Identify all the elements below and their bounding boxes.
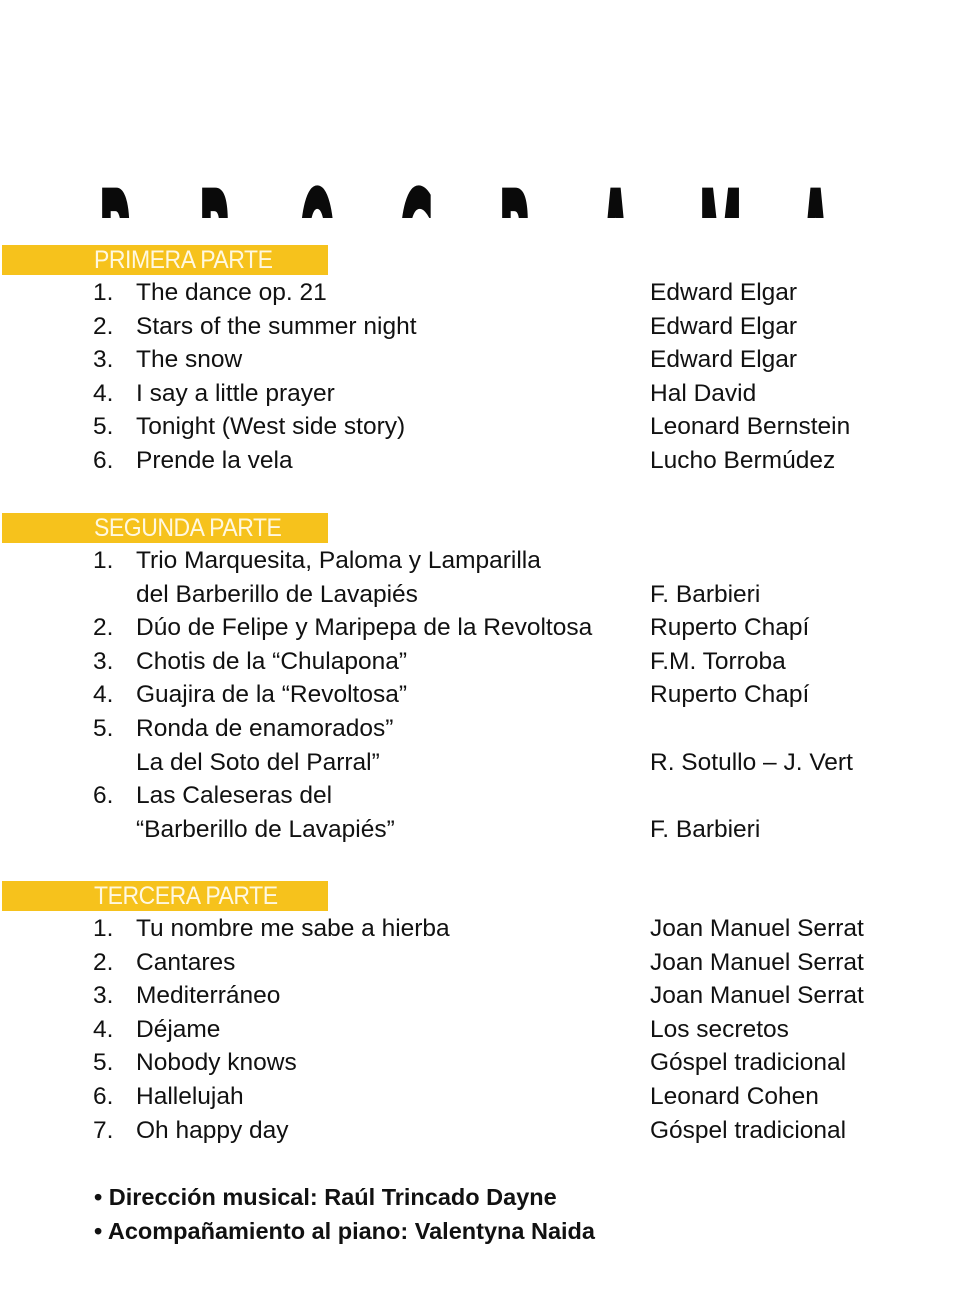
program-item [0, 645, 980, 678]
item-number: 1. [93, 279, 114, 306]
title-letter [498, 154, 533, 218]
item-number: 4. [93, 1015, 114, 1043]
song-title: Prende la vela [136, 447, 293, 474]
song-title: del Barberillo de Lavapiés [136, 580, 418, 608]
program-item [0, 377, 980, 410]
program-item [0, 1013, 980, 1046]
program-item [0, 544, 980, 577]
program-item [0, 979, 980, 1012]
composer: F. Barbieri [650, 815, 761, 843]
program-item [0, 578, 980, 611]
song-title: Trio Marquesita, Paloma y Lamparilla [136, 547, 541, 574]
title-letter [798, 154, 833, 218]
item-number: 4. [93, 379, 114, 407]
composer: Joan Manuel Serrat [650, 915, 864, 942]
item-number: 6. [93, 1083, 114, 1110]
composer: Los secretos [650, 1015, 789, 1043]
program-item [0, 410, 980, 443]
song-title: The dance op. 21 [136, 279, 327, 306]
section-heading-band [2, 245, 328, 275]
title-letter [298, 154, 337, 218]
item-number: 5. [93, 413, 114, 441]
title-letter [98, 154, 131, 218]
program-item [0, 310, 980, 343]
item-number: 3. [93, 982, 114, 1010]
program-item [0, 1080, 980, 1113]
song-title: “Barberillo de Lavapiés” [136, 815, 395, 843]
composer: R. Sotullo – J. Vert [650, 748, 853, 776]
program-item [0, 611, 980, 644]
item-number: 2. [93, 948, 114, 976]
song-title: I say a little prayer [136, 379, 335, 407]
composer: Ruperto Chapí [650, 614, 810, 642]
composer: Joan Manuel Serrat [650, 948, 864, 976]
song-title: Hallelujah [136, 1083, 244, 1110]
program-item [0, 343, 980, 376]
song-title: Guajira de la “Revoltosa” [136, 681, 407, 709]
composer: F. Barbieri [650, 580, 761, 608]
program-item [0, 779, 980, 812]
song-title: Dúo de Felipe y Maripepa de la Revoltosa [136, 614, 593, 642]
section-heading: SEGUNDA PARTE [94, 514, 282, 542]
title-letter [198, 154, 233, 218]
composer: Ruperto Chapí [650, 681, 810, 709]
composer: F.M. Torroba [650, 647, 786, 675]
item-number: 3. [93, 346, 114, 374]
composer: Edward Elgar [650, 312, 798, 340]
item-number: 5. [93, 1049, 114, 1077]
item-number: 7. [93, 1116, 114, 1144]
composer: Lucho Bermúdez [650, 447, 836, 474]
item-number: 4. [93, 681, 114, 709]
song-title: Cantares [136, 948, 236, 976]
composer: Leonard Cohen [650, 1083, 819, 1110]
title-letter [698, 154, 743, 218]
program-item [0, 712, 980, 745]
composer: Edward Elgar [650, 279, 798, 306]
composer: Góspel tradicional [650, 1049, 847, 1077]
item-number: 6. [93, 782, 114, 810]
song-title: La del Soto del Parral” [136, 748, 380, 776]
program-item [0, 444, 980, 477]
item-number: 5. [93, 715, 114, 742]
credit-line: • Dirección musical: Raúl Trincado Dayne [94, 1184, 557, 1210]
page-title [88, 48, 888, 218]
program-item [0, 746, 980, 779]
song-title: Chotis de la “Chulapona” [136, 647, 408, 675]
item-number: 2. [93, 312, 114, 340]
song-title: Oh happy day [136, 1116, 289, 1144]
title-letter [598, 154, 633, 218]
program-item [0, 276, 980, 309]
song-title: Mediterráneo [136, 982, 281, 1010]
program-item [0, 678, 980, 711]
composer: Joan Manuel Serrat [650, 982, 864, 1010]
title-letter [398, 154, 435, 218]
song-title: Déjame [136, 1015, 221, 1043]
section-heading-band [2, 881, 328, 911]
program-item [0, 946, 980, 979]
program-item [0, 1046, 980, 1079]
program-item [0, 1114, 980, 1147]
section-heading-band [2, 513, 328, 543]
composer: Leonard Bernstein [650, 413, 851, 441]
song-title: Las Caleseras del [136, 782, 333, 810]
item-number: 1. [93, 915, 114, 942]
song-title: Stars of the summer night [136, 312, 417, 340]
song-title: Tonight (West side story) [136, 413, 406, 441]
credit-line: • Acompañamiento al piano: Valentyna Naida [94, 1218, 595, 1244]
section-heading: PRIMERA PARTE [94, 246, 273, 274]
item-number: 1. [93, 547, 114, 574]
item-number: 6. [93, 447, 114, 474]
title-lettering [88, 48, 888, 218]
section-heading: TERCERA PARTE [94, 882, 278, 910]
composer: Edward Elgar [650, 346, 798, 374]
item-number: 3. [93, 647, 114, 675]
item-number: 2. [93, 614, 114, 642]
program-item [0, 813, 980, 846]
composer: Góspel tradicional [650, 1116, 847, 1144]
song-title: Nobody knows [136, 1049, 297, 1077]
song-title: Tu nombre me sabe a hierba [136, 915, 450, 942]
song-title: The snow [136, 346, 243, 374]
song-title: Ronda de enamorados” [136, 715, 394, 742]
composer: Hal David [650, 379, 757, 407]
program-item [0, 912, 980, 945]
